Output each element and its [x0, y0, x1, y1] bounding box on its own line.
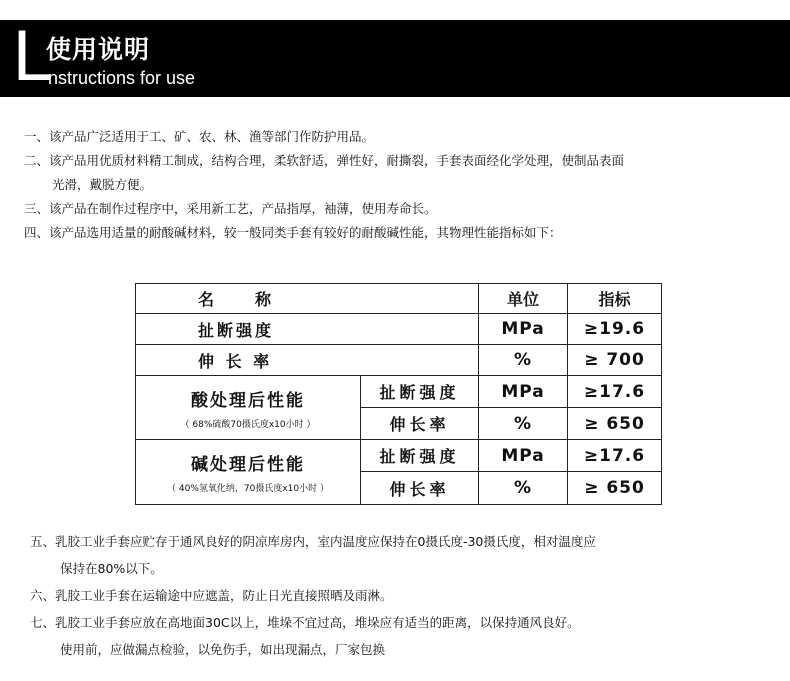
note-item-5-continued: 保持在80%以下。: [60, 561, 163, 576]
page-subtitle: nstructions for use: [48, 68, 196, 88]
row-unit: %: [479, 345, 568, 376]
table-row: [136, 440, 662, 472]
header-index: 指标: [568, 284, 662, 314]
note-item-5: 五、乳胶工业手套应贮存于通风良好的阴凉库房内，室内温度应保持在0摄氏度-30摄氏度，相对温度应: [30, 534, 596, 549]
group-label-alkali: [136, 440, 361, 505]
header-name: 名 称: [136, 284, 479, 314]
row-unit: MPa: [479, 440, 568, 472]
note-item-6: 六、乳胶工业手套在运输途中应遮盖，防止日光直接照晒及雨淋。: [30, 588, 393, 603]
row-unit: %: [479, 408, 568, 440]
row-value: ≥19.6: [568, 314, 662, 345]
note-item-7-continued: 使用前，应做漏点检验，以免伤手，如出现漏点，厂家包换: [60, 642, 386, 657]
table-header-row: [136, 284, 662, 314]
page-title: 使用说明: [46, 35, 151, 64]
note-item-7: 七、乳胶工业手套应放在高地面30C以上，堆垛不宜过高，堆垛应有适当的距离，以保持通风良好。: [30, 615, 580, 630]
intro-section: [24, 125, 764, 245]
notes-section: [30, 528, 770, 663]
row-value: ≥ 650: [568, 408, 662, 440]
row-name: 扯断强度: [361, 376, 479, 408]
row-name: 伸长率: [361, 472, 479, 505]
group-title: 碱处理后性能: [191, 455, 305, 475]
row-name: 伸长率: [361, 408, 479, 440]
group-note: （ 68%硫酸70摄氏度x10小时 ）: [180, 419, 316, 430]
row-value: ≥ 650: [568, 472, 662, 505]
header-unit: 单位: [479, 284, 568, 314]
intro-item-1: 一、该产品广泛适用于工、矿、农、林、渔等部门作防护用品。: [24, 129, 375, 144]
row-value: ≥17.6: [568, 440, 662, 472]
row-unit: %: [479, 472, 568, 505]
intro-item-2-continued: 光滑，戴脱方便。: [52, 177, 153, 192]
intro-item-4: 四、该产品选用适量的耐酸碱材料，较一般同类手套有较好的耐酸碱性能，其物理性能指标如下：: [24, 225, 562, 240]
table-row: [136, 314, 662, 345]
intro-item-3: 三、该产品在制作过程序中，采用新工艺，产品指厚，袖薄，使用寿命长。: [24, 201, 437, 216]
logo-letter: L: [12, 18, 50, 97]
row-unit: MPa: [479, 376, 568, 408]
group-note: （ 40%氢氧化纳，70摄氏度x10小时 ）: [167, 484, 329, 494]
header-banner: [0, 20, 790, 97]
row-name: 伸 长 率: [136, 345, 479, 376]
table-row: [136, 345, 662, 376]
table-row: [136, 376, 662, 408]
row-value: ≥ 700: [568, 345, 662, 376]
row-name: 扯断强度: [361, 440, 479, 472]
intro-item-2: 二、该产品用优质材料精工制成，结构合理，柔软舒适，弹性好，耐撕裂，手套表面经化学处理，使制品表面: [24, 153, 625, 168]
row-unit: MPa: [479, 314, 568, 345]
group-label-acid: [136, 376, 361, 440]
row-name: 扯断强度: [136, 314, 479, 345]
spec-table: [135, 283, 662, 505]
row-value: ≥17.6: [568, 376, 662, 408]
group-title: 酸处理后性能: [191, 390, 305, 411]
